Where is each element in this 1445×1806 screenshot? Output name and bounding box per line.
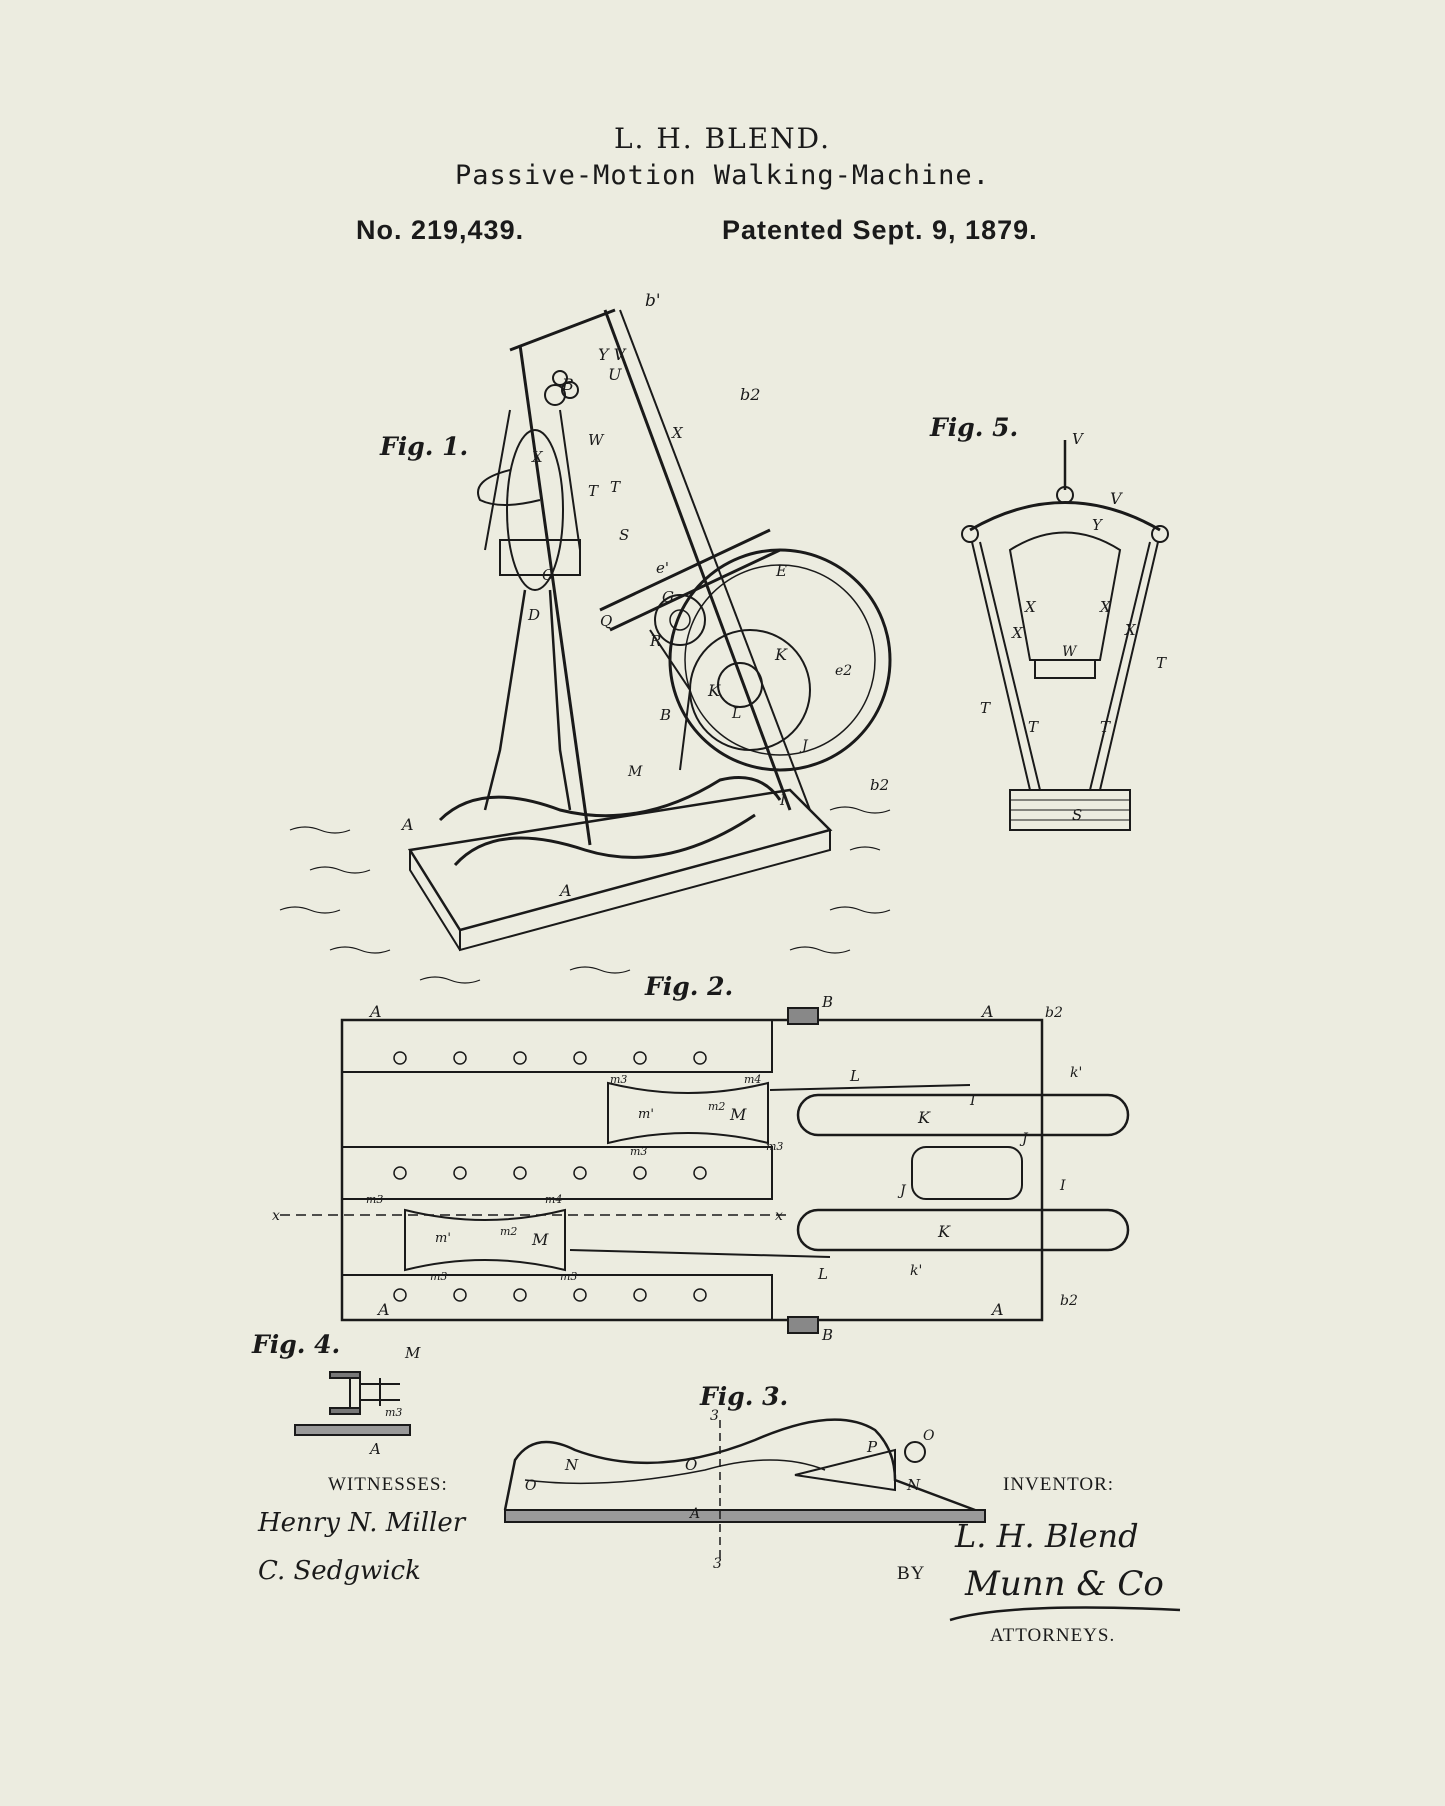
fig2-label: Fig. 2. — [645, 972, 734, 1001]
svg-text:T: T — [588, 482, 599, 500]
svg-text:3: 3 — [713, 1556, 722, 1572]
fig1-drawing — [270, 290, 950, 990]
svg-text:m3: m3 — [630, 1145, 648, 1158]
svg-text:T: T — [610, 478, 621, 496]
svg-text:K: K — [708, 681, 720, 700]
svg-text:A: A — [560, 881, 572, 900]
svg-text:m3: m3 — [766, 1140, 784, 1153]
witnesses-label: WITNESSES: — [328, 1474, 448, 1495]
svg-text:T: T — [1100, 718, 1111, 736]
svg-text:J: J — [900, 1183, 906, 1199]
fig3-drawing — [495, 1400, 995, 1580]
witness-signature-1: Henry N. Miller — [258, 1508, 466, 1538]
svg-text:X: X — [1100, 598, 1111, 616]
svg-text:B: B — [822, 995, 834, 1011]
svg-text:A: A — [370, 1002, 382, 1021]
svg-text:N: N — [565, 1456, 579, 1474]
fig1-label: Fig. 1. — [380, 432, 469, 461]
svg-text:I: I — [1060, 1178, 1066, 1194]
svg-text:X: X — [532, 448, 543, 466]
svg-text:C: C — [542, 566, 554, 584]
svg-text:b2: b2 — [740, 385, 761, 404]
inventor-name: L. H. BLEND. — [613, 122, 832, 155]
svg-text:m2: m2 — [708, 1100, 726, 1113]
fig4-drawing — [290, 1340, 440, 1460]
svg-text:V: V — [1110, 489, 1122, 508]
fig3-label: Fig. 3. — [700, 1382, 789, 1411]
svg-text:K: K — [775, 645, 787, 664]
svg-text:b2: b2 — [1060, 1293, 1078, 1309]
svg-text:D: D — [528, 606, 541, 624]
svg-text:P: P — [867, 1438, 878, 1456]
svg-text:3: 3 — [710, 1408, 719, 1424]
svg-text:m2: m2 — [500, 1225, 518, 1238]
svg-text:M: M — [730, 1105, 747, 1124]
inventor-signature: L. H. Blend — [955, 1517, 1139, 1555]
witness-signature-2: C. Sedgwick — [258, 1556, 421, 1586]
svg-text:A: A — [690, 1506, 701, 1522]
svg-text:k': k' — [910, 1263, 923, 1279]
svg-text:A: A — [370, 1440, 381, 1458]
svg-text:Y: Y — [1092, 516, 1102, 534]
svg-text:X: X — [1125, 621, 1136, 639]
svg-text:G: G — [662, 588, 674, 606]
svg-text:m4: m4 — [545, 1193, 563, 1206]
svg-text:B: B — [562, 375, 574, 394]
svg-text:V: V — [1072, 430, 1083, 448]
svg-text:A: A — [982, 1002, 994, 1021]
svg-text:m3: m3 — [430, 1270, 448, 1283]
svg-text:O: O — [525, 1478, 537, 1494]
svg-text:b2: b2 — [870, 776, 890, 794]
svg-text:A: A — [992, 1300, 1004, 1319]
svg-text:m3: m3 — [610, 1073, 628, 1086]
patent-date: Patented Sept. 9, 1879. — [722, 215, 1038, 245]
svg-text:Y V: Y V — [598, 345, 626, 364]
svg-text:S: S — [1072, 806, 1083, 824]
svg-text:T: T — [1156, 654, 1167, 672]
svg-text:L: L — [818, 1265, 828, 1283]
svg-text:L: L — [850, 1067, 860, 1085]
svg-text:T: T — [980, 699, 991, 717]
fig1-letter-b1: b' — [645, 291, 661, 311]
by-label: BY — [897, 1563, 926, 1584]
svg-text:O: O — [685, 1456, 698, 1474]
svg-text:M: M — [532, 1230, 549, 1249]
svg-text:b2: b2 — [1045, 1005, 1063, 1021]
svg-text:X: X — [1025, 598, 1036, 616]
svg-text:x: x — [775, 1208, 783, 1224]
svg-text:Q: Q — [600, 612, 613, 630]
attorneys-label: ATTORNEYS. — [990, 1625, 1116, 1646]
attorney-signature: Munn & Co — [965, 1564, 1164, 1604]
svg-text:S: S — [619, 526, 630, 544]
fig4-label: Fig. 4. — [252, 1330, 341, 1359]
fig5-label: Fig. 5. — [930, 413, 1019, 442]
svg-text:I: I — [970, 1093, 976, 1109]
svg-text:J: J — [1022, 1131, 1028, 1147]
svg-text:m4: m4 — [744, 1073, 762, 1086]
svg-text:X: X — [1012, 624, 1023, 642]
svg-text:x: x — [272, 1208, 280, 1224]
svg-text:e': e' — [656, 559, 670, 577]
svg-text:K: K — [918, 1108, 930, 1127]
svg-text:m': m' — [638, 1107, 654, 1122]
svg-text:U: U — [608, 365, 622, 384]
svg-text:K: K — [938, 1222, 950, 1241]
svg-text:M: M — [628, 764, 643, 780]
svg-text:m3: m3 — [385, 1406, 403, 1419]
svg-text:X: X — [672, 424, 683, 442]
svg-text:W: W — [588, 431, 604, 449]
svg-text:m3: m3 — [366, 1193, 384, 1206]
svg-text:T: T — [1028, 718, 1039, 736]
svg-text:M: M — [405, 1344, 421, 1362]
patent-number: No. 219,439. — [356, 215, 525, 245]
svg-text:J: J — [802, 738, 808, 754]
svg-text:N: N — [907, 1476, 921, 1494]
fig5-drawing — [950, 430, 1170, 850]
svg-text:k': k' — [1070, 1065, 1083, 1081]
invention-title: Passive-Motion Walking-Machine. — [455, 160, 990, 191]
svg-text:E: E — [776, 562, 787, 580]
svg-text:A: A — [378, 1300, 390, 1319]
svg-text:W: W — [1062, 644, 1077, 660]
svg-text:A: A — [402, 815, 414, 834]
inventor-label: INVENTOR: — [1003, 1474, 1115, 1495]
svg-text:L: L — [732, 706, 742, 722]
svg-text:B: B — [822, 1326, 834, 1344]
svg-text:B: B — [660, 706, 672, 724]
svg-text:e2: e2 — [835, 663, 853, 679]
svg-text:O: O — [923, 1428, 935, 1444]
svg-text:I: I — [780, 793, 786, 809]
fig2-drawing — [270, 995, 1170, 1355]
svg-text:R: R — [650, 632, 662, 650]
svg-text:m3: m3 — [560, 1270, 578, 1283]
svg-text:m': m' — [435, 1231, 451, 1246]
